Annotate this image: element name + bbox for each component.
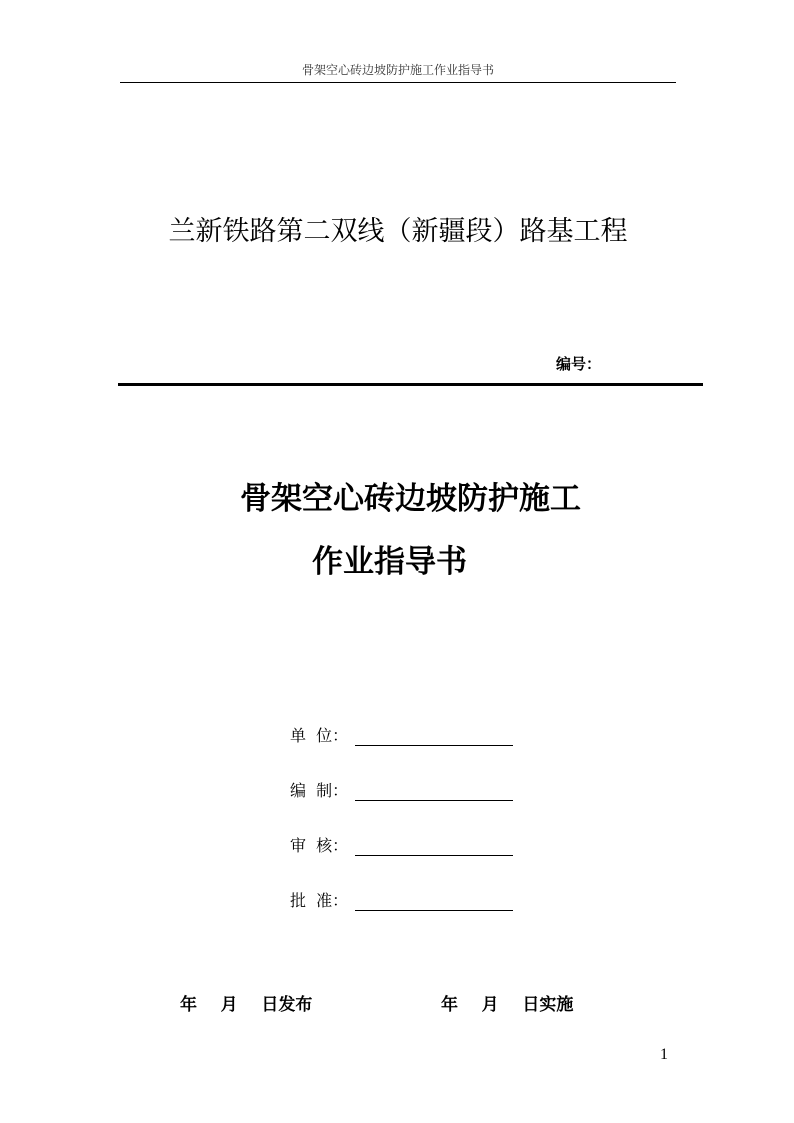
field-reviewed-blank	[355, 855, 513, 856]
field-unit-blank	[355, 745, 513, 746]
field-prepared-label: 编 制：	[290, 781, 349, 800]
page-number: 1	[660, 1046, 668, 1063]
project-title: 兰新铁路第二双线（新疆段）路基工程	[168, 216, 628, 247]
document-title-line-2: 作业指导书	[312, 544, 467, 580]
running-header: 骨架空心砖边坡防护施工作业指导书	[301, 63, 494, 77]
implement-date: 年 月 日实施	[441, 995, 574, 1015]
title-divider	[118, 383, 703, 386]
field-approved-label: 批 准：	[290, 891, 349, 910]
document-number-label: 编号：	[556, 355, 602, 373]
document-title-line-1: 骨架空心砖边坡防护施工	[240, 481, 581, 517]
issue-date: 年 月 日发布	[180, 995, 313, 1015]
header-divider	[120, 82, 676, 83]
field-unit-label: 单 位：	[290, 726, 349, 745]
field-reviewed-label: 审 核：	[290, 836, 349, 855]
field-approved-blank	[355, 910, 513, 911]
field-prepared-blank	[355, 800, 513, 801]
